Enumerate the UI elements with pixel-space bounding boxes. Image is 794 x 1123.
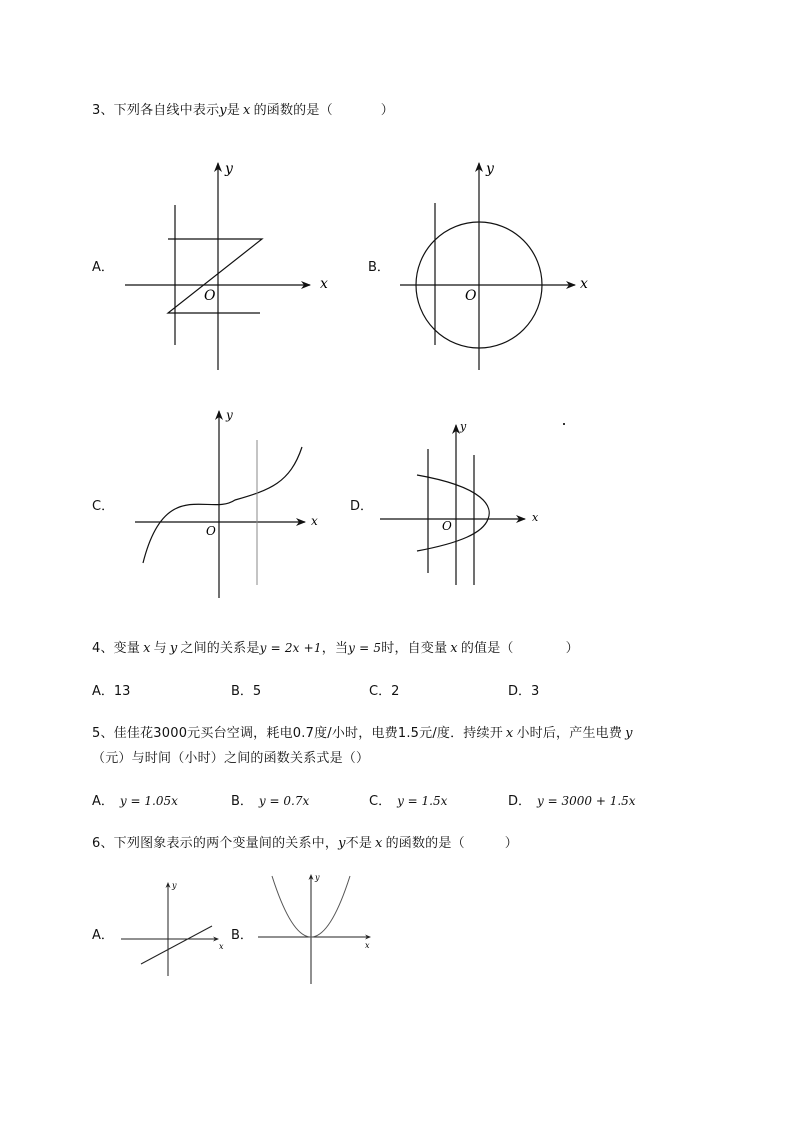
stem-text: 变量 bbox=[113, 641, 141, 656]
stem-text: ，当 bbox=[321, 641, 349, 656]
var-y: y bbox=[338, 836, 346, 851]
stem-text: ） bbox=[504, 836, 518, 851]
equation: y = 2x +1 bbox=[259, 641, 322, 655]
x-axis-label: x bbox=[365, 941, 370, 950]
option-label: D． bbox=[508, 794, 532, 809]
option-label: A． bbox=[92, 684, 114, 699]
y-axis-label: y bbox=[226, 408, 233, 422]
x-axis-label: x bbox=[532, 511, 539, 524]
q3-graph-b bbox=[395, 155, 605, 375]
q4-option-d bbox=[508, 680, 539, 699]
stem-text: 时，自变量 bbox=[381, 641, 448, 656]
y-axis-label: y bbox=[172, 881, 177, 890]
q6-option-a-label: A． bbox=[92, 928, 114, 943]
stem-text: 不是 bbox=[345, 836, 373, 851]
option-value: 2 bbox=[391, 684, 400, 699]
var-y: y bbox=[625, 726, 633, 741]
stem-text: 佳佳花 bbox=[113, 726, 154, 741]
q3-option-c-label: C． bbox=[92, 499, 115, 514]
option-label: B． bbox=[231, 684, 253, 699]
option-label: C． bbox=[369, 684, 392, 699]
question-3-stem bbox=[92, 99, 394, 118]
q5-option-d bbox=[508, 790, 636, 809]
option-label: C． bbox=[369, 794, 392, 809]
q4-option-b bbox=[231, 680, 261, 699]
question-number: 6、 bbox=[92, 836, 114, 851]
question-4-stem bbox=[92, 637, 579, 656]
q6-graph-b bbox=[255, 872, 380, 987]
question-5-stem-line-1 bbox=[92, 722, 633, 741]
var-x: x bbox=[505, 726, 514, 741]
question-number: 3、 bbox=[92, 103, 114, 118]
var-x: x bbox=[243, 103, 251, 118]
var-y: y bbox=[169, 641, 178, 656]
option-value: 3 bbox=[531, 684, 540, 699]
stem-text: 元/度．持续开 bbox=[419, 726, 503, 741]
question-5-stem-line-2: （元）与时间（小时）之间的函数关系式是（） bbox=[92, 751, 370, 766]
x-axis-label: x bbox=[311, 514, 318, 528]
q3-graph-c bbox=[130, 405, 330, 600]
q3-graph-a bbox=[120, 155, 340, 375]
origin-label: O bbox=[442, 519, 452, 533]
question-number: 5、 bbox=[92, 726, 114, 741]
q5-option-c bbox=[369, 790, 447, 809]
q6-graph-a bbox=[118, 878, 228, 978]
q5-option-a bbox=[92, 790, 178, 809]
stem-text: 下列图象表示的两个变量间的关系中， bbox=[113, 836, 339, 851]
var-x: x bbox=[450, 641, 458, 656]
stray-dot bbox=[563, 423, 565, 425]
q3-option-a-label: A． bbox=[92, 260, 114, 275]
option-value: y = 3000 + 1.5x bbox=[537, 794, 636, 808]
var-x: x bbox=[143, 641, 151, 656]
var-y: y bbox=[219, 103, 227, 118]
stem-text: 下列各自线中表示 bbox=[113, 103, 220, 118]
stem-text: 之间的关系是 bbox=[180, 641, 260, 656]
x-axis-label: x bbox=[580, 276, 588, 292]
stem-text: 的值是（ bbox=[460, 641, 514, 656]
stem-text: 元买台空调，耗电 bbox=[187, 726, 293, 741]
option-value: y = 0.7x bbox=[258, 794, 310, 808]
var-x: x bbox=[375, 836, 383, 851]
q3-graph-d bbox=[375, 415, 555, 590]
stem-text: 度/小时，电费 bbox=[314, 726, 398, 741]
equation: y = 5 bbox=[348, 641, 382, 655]
option-value: 13 bbox=[113, 684, 131, 699]
x-axis-label: x bbox=[219, 942, 224, 951]
straight-line bbox=[141, 926, 212, 964]
y-axis-label: y bbox=[225, 161, 233, 177]
stem-text: ） bbox=[380, 103, 394, 118]
option-value: y = 1.5x bbox=[397, 794, 448, 808]
option-value: 5 bbox=[252, 684, 262, 699]
stem-text: 的函数的是（ bbox=[253, 103, 333, 118]
question-number: 4、 bbox=[92, 641, 114, 656]
y-axis-label: y bbox=[460, 420, 467, 433]
stem-text: ） bbox=[565, 641, 579, 656]
q4-option-a bbox=[92, 680, 130, 699]
option-label: D． bbox=[508, 684, 532, 699]
cubic-curve bbox=[143, 447, 302, 563]
stem-number: 0.7 bbox=[292, 726, 315, 741]
y-axis-label: y bbox=[315, 873, 320, 882]
stem-text: 小时后，产生电费 bbox=[516, 726, 623, 741]
stem-text: 是 bbox=[226, 103, 241, 118]
stem-number: 1.5 bbox=[397, 726, 420, 741]
question-6-stem bbox=[92, 832, 518, 851]
y-axis-label: y bbox=[486, 161, 494, 177]
origin-label: O bbox=[204, 288, 216, 304]
option-value: y = 1.05x bbox=[119, 794, 178, 808]
origin-label: O bbox=[206, 524, 216, 538]
option-label: B． bbox=[231, 794, 253, 809]
origin-label: O bbox=[465, 288, 477, 304]
q3-option-b-label: B． bbox=[368, 260, 390, 275]
x-axis-label: x bbox=[320, 276, 328, 292]
stem-text: 与 bbox=[153, 641, 167, 656]
q5-option-b bbox=[231, 790, 309, 809]
q3-option-d-label: D． bbox=[350, 499, 374, 514]
q6-option-b-label: B． bbox=[231, 928, 253, 943]
option-label: A． bbox=[92, 794, 114, 809]
stem-text: 的函数的是（ bbox=[385, 836, 465, 851]
stem-number: 3000 bbox=[153, 726, 188, 741]
q4-option-c bbox=[369, 680, 399, 699]
